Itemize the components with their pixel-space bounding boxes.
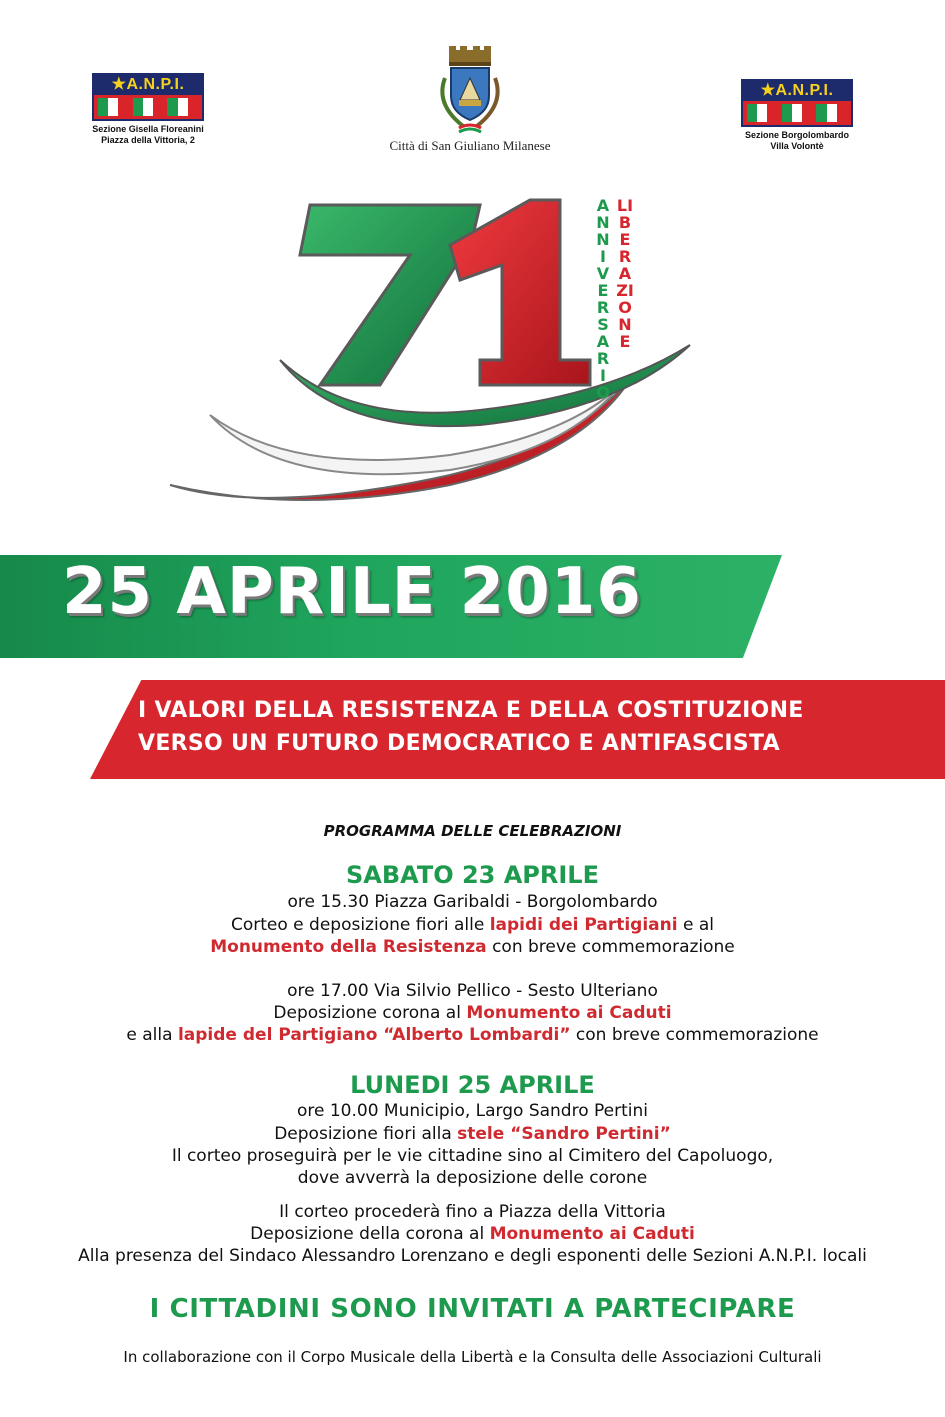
program-heading: PROGRAMMA DELLE CELEBRAZIONI bbox=[323, 822, 622, 840]
monday-line-6: Deposizione della corona al Monumento ai Caduti bbox=[250, 1224, 695, 1244]
vertical-liberazione: LIBERAZIONE bbox=[616, 196, 634, 351]
saturday-line-2: Corteo e deposizione fiori alle lapidi dei Partigiani e al bbox=[230, 915, 714, 935]
saturday-line-6: e alla lapide del Partigiano “Alberto Lombardi” con breve commemorazione bbox=[126, 1025, 819, 1045]
monday-line-5: Il corteo procederà fino a Piazza della Vittoria bbox=[279, 1202, 666, 1222]
city-name: Città di San Giuliano Milanese bbox=[389, 138, 551, 153]
anpi-brand: ★A.N.P.I. bbox=[743, 81, 851, 101]
italian-flags-icon bbox=[94, 95, 202, 119]
monday-line-1: ore 10.00 Municipio, Largo Sandro Pertini bbox=[296, 1101, 649, 1121]
saturday-line-3: Monumento della Resistenza con breve commemorazione bbox=[210, 937, 735, 957]
anpi-badge bbox=[741, 79, 853, 127]
highlight-monumento-resistenza: Monumento della Resistenza bbox=[210, 937, 487, 957]
anpi-brand: ★A.N.P.I. bbox=[94, 75, 202, 95]
highlight-lapide-lombardi: lapide del Partigiano “Alberto Lombardi” bbox=[177, 1025, 571, 1045]
monday-line-2: Deposizione fiori alla stele “Sandro Pertini” bbox=[274, 1124, 671, 1144]
slogan-line-2: VERSO UN FUTURO DEMOCRATICO E ANTIFASCISTA bbox=[138, 731, 780, 756]
saturday-line-1: ore 15.30 Piazza Garibaldi - Borgolombardo bbox=[287, 892, 658, 912]
anpi-badge bbox=[92, 73, 204, 121]
highlight-monumento-caduti-2: Monumento ai Caduti bbox=[489, 1224, 695, 1244]
anpi-logo-right bbox=[741, 79, 853, 152]
vertical-anniversario: ANNIVERSARIO bbox=[596, 196, 610, 402]
slogan-banner bbox=[90, 680, 945, 779]
monday-heading: LUNEDI 25 APRILE bbox=[350, 1071, 595, 1099]
italian-flags-icon bbox=[743, 101, 851, 125]
event-date: 25 APRILE 2016 bbox=[62, 555, 642, 629]
anpi-section-address: Villa Volontè bbox=[770, 141, 824, 151]
monday-line-3: Il corteo proseguirà per le vie cittadine sino al Cimitero del Capoluogo, bbox=[171, 1146, 774, 1166]
saturday-line-4: ore 17.00 Via Silvio Pellico - Sesto Ulteriano bbox=[287, 981, 658, 1001]
highlight-monumento-caduti: Monumento ai Caduti bbox=[466, 1003, 672, 1023]
anpi-logo-left bbox=[92, 73, 204, 146]
saturday-heading: SABATO 23 APRILE bbox=[345, 861, 599, 889]
slogan-line-1: I VALORI DELLA RESISTENZA E DELLA COSTITUZIONE bbox=[138, 698, 804, 723]
collaboration-footer: In collaborazione con il Corpo Musicale della Libertà e la Consulta delle Associazioni Culturali bbox=[123, 1348, 822, 1366]
invitation-call: I CITTADINI SONO INVITATI A PARTECIPARE bbox=[149, 1294, 796, 1324]
anpi-section-address: Piazza della Vittoria, 2 bbox=[101, 135, 195, 145]
highlight-stele-pertini: stele “Sandro Pertini” bbox=[457, 1124, 671, 1144]
anpi-section-name: Sezione Gisella Floreanini bbox=[92, 124, 204, 134]
city-crest-icon bbox=[415, 44, 525, 140]
monday-line-4: dove avverrà la deposizione delle corone bbox=[297, 1168, 648, 1188]
city-crest bbox=[415, 44, 525, 144]
monday-line-7: Alla presenza del Sindaco Alessandro Lorenzano e degli esponenti delle Sezioni A.N.P.I. locali bbox=[78, 1246, 867, 1266]
anpi-section-name: Sezione Borgolombardo bbox=[744, 130, 849, 140]
highlight-lapidi: lapidi dei Partigiani bbox=[489, 915, 678, 935]
saturday-line-5: Deposizione corona al Monumento ai Caduti bbox=[273, 1003, 672, 1023]
